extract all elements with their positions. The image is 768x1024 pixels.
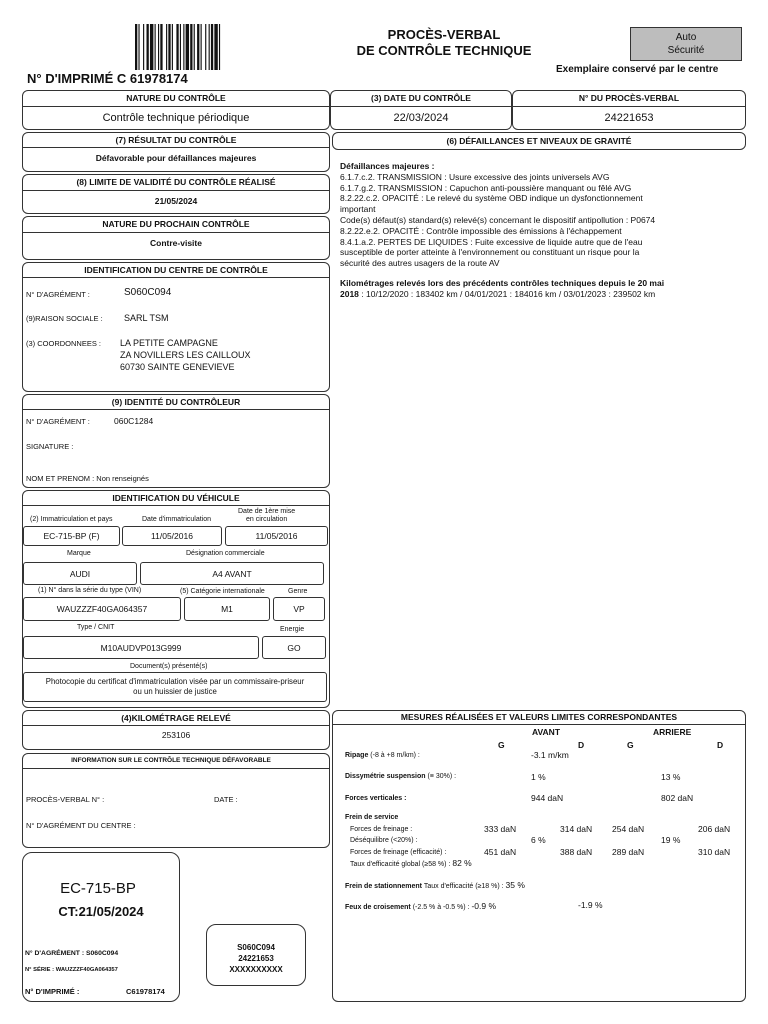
barcode-bar <box>190 24 192 70</box>
date-value: 22/03/2024 <box>393 112 449 124</box>
defect-line: susceptible de porter atteinte à l'environnement ou constituant un risque pour la <box>340 247 640 258</box>
copy-note: Exemplaire conservé par le centre <box>556 64 719 75</box>
barcode <box>135 24 243 70</box>
controller-name: NOM ET PRENOM : Non renseignés <box>26 474 149 483</box>
barcode-bar <box>166 24 167 70</box>
barcode-bar <box>205 24 206 70</box>
cat-value: M1 <box>184 597 270 621</box>
centre-coord-label: (3) COORDONNEES : <box>26 339 102 348</box>
barcode-bar <box>209 24 210 70</box>
taux-label: Taux d'efficacité global (≥58 %) : 82 % <box>350 858 472 868</box>
designation-value: A4 AVANT <box>140 562 324 585</box>
defects-label: (6) DÉFAILLANCES ET NIVEAUX DE GRAVITÉ <box>446 136 632 146</box>
barcode-bar <box>150 24 153 70</box>
result-label: (7) RÉSULTAT DU CONTRÔLE <box>115 135 237 145</box>
barcode-bar <box>143 24 144 70</box>
barcode-bar <box>201 24 202 70</box>
controller-agr-label: N° D'AGRÉMENT : <box>26 417 90 426</box>
vehicle-label: IDENTIFICATION DU VÉHICULE <box>112 493 240 503</box>
pv-value: 24221653 <box>604 112 654 124</box>
next-value: Contre-visite <box>150 238 202 248</box>
sticker-ct: CT:21/05/2024 <box>58 904 144 919</box>
ff-label: Forces de freinage : <box>350 826 413 833</box>
first-circ-label: Date de 1ère mise en circulation <box>238 508 296 523</box>
page-title <box>330 27 558 59</box>
defect-line: 8.2.22.e.2. OPACITÉ : Contrôle impossible des émissions à l'échappement <box>340 225 622 236</box>
title-line-2: DE CONTRÔLE TECHNIQUE <box>356 43 532 58</box>
brand-logo <box>630 27 742 61</box>
sticker-serie: N° SÉRIE : WAUZZZF40GA064357 <box>25 967 118 973</box>
ffe-label: Forces de freinage (efficacité) : <box>350 849 447 856</box>
type-value: M10AUDVP013G999 <box>23 636 259 659</box>
col-avant: AVANT <box>532 727 561 737</box>
ripage-label: Ripage (-8 à +8 m/km) : <box>345 752 420 759</box>
col-g: G <box>498 740 505 750</box>
next-label: NATURE DU PROCHAIN CONTRÔLE <box>102 219 250 229</box>
sticker-agr: N° D'AGRÉMENT : S060C094 <box>25 950 119 957</box>
barcode-bar <box>168 24 170 70</box>
unfav-pv-label: PROCÈS-VERBAL N° : <box>26 795 105 804</box>
centre-agr-value: S060C094 <box>124 287 172 298</box>
dissym-label: Dissymétrie suspension (≡ 30%) : <box>345 773 457 780</box>
designation-label: Désignation commerciale <box>186 550 265 557</box>
sticker-imprime-label: N° D'IMPRIMÉ : <box>25 987 80 996</box>
genre-label: Genre <box>288 588 308 595</box>
nature-value: Contrôle technique périodique <box>102 112 250 124</box>
brand-line-2: Sécurité <box>667 45 705 56</box>
deseq-ar: 19 % <box>661 835 681 845</box>
km-history: 2018 : 10/12/2020 : 183402 km / 04/01/2021 : 184016 km / 03/01/2023 : 239502 km <box>340 288 656 299</box>
dissym-av: 1 % <box>531 772 546 782</box>
measures-label: MESURES RÉALISÉES ET VALEURS LIMITES CORRESPONDANTES <box>400 712 678 722</box>
defects-heading: Défaillances majeures : <box>340 161 435 171</box>
first-circ-value: 11/05/2016 <box>225 526 328 546</box>
ff-arg: 254 daN <box>612 824 645 834</box>
km-heading: Kilométrages relevés lors des précédents contrôles techniques depuis le 20 mai <box>340 277 665 288</box>
defect-line: Code(s) défaut(s) standard(s) relevé(s) concernant le dispositif antipollution : P0674 <box>340 214 656 225</box>
ff-avd: 314 daN <box>560 824 593 834</box>
col-d: D <box>578 740 585 750</box>
address-line: LA PETITE CAMPAGNE <box>120 338 218 348</box>
type-label: Type / CNIT <box>77 624 115 631</box>
sticker-box <box>22 852 180 1002</box>
defects-body <box>340 161 745 300</box>
dissym-ar: 13 % <box>661 772 681 782</box>
vin-value: WAUZZZF40GA064357 <box>23 597 181 621</box>
col-d: D <box>717 740 724 750</box>
genre-value: VP <box>273 597 325 621</box>
barcode-bar <box>135 24 137 70</box>
unfav-label: INFORMATION SUR LE CONTRÔLE TECHNIQUE DÉFAVORABLE <box>71 757 271 764</box>
deseq-av: 6 % <box>531 835 546 845</box>
barcode-bar <box>219 24 220 70</box>
ffe-arg: 289 daN <box>612 847 645 857</box>
sticker-plate: EC-715-BP <box>60 880 136 897</box>
deseq-label: Déséquilibre (<20%) : <box>350 837 418 844</box>
validity-label: (8) LIMITE DE VALIDITÉ DU CONTRÔLE RÉALISÉ <box>76 177 276 187</box>
feux-label: Feux de croisement (-2.5 % à -0.5 %) : -0.9 % <box>345 901 497 911</box>
immat-label: (2) Immatriculation et pays <box>30 516 113 523</box>
ripage-value: -3.1 m/km <box>531 750 569 760</box>
energie-label: Energie <box>280 626 305 633</box>
frein-label: Frein de service <box>345 814 399 821</box>
barcode-bar <box>155 24 156 70</box>
centre-rs-label: (9)RAISON SOCIALE : <box>26 314 103 323</box>
forces-ar: 802 daN <box>661 793 694 803</box>
forces-label: Forces verticales : <box>345 795 407 802</box>
forces-av: 944 daN <box>531 793 564 803</box>
centre-address <box>120 337 251 373</box>
title-line-1: PROCÈS-VERBAL <box>387 27 501 42</box>
defect-line: sécurité des autres usagers de la route AV <box>340 258 500 269</box>
nature-label: NATURE DU CONTRÔLE <box>126 93 226 103</box>
defect-line: 8.4.1.a.2. PERTES DE LIQUIDES : Fuite excessive de liquide autre que de l'eau <box>340 236 643 247</box>
stamp-text: S060C094 24221653 XXXXXXXXXX <box>229 943 283 974</box>
vin-label: (1) N° dans la série du type (VIN) <box>38 587 142 594</box>
barcode-bar <box>176 24 178 70</box>
centre-label: IDENTIFICATION DU CENTRE DE CONTRÔLE <box>84 265 268 275</box>
unfav-date-label: DATE : <box>214 795 238 804</box>
barcode-bar <box>211 24 213 70</box>
feux-d: -1.9 % <box>578 900 603 910</box>
immat-value: EC-715-BP (F) <box>23 526 120 546</box>
docs-value: Photocopie du certificat d'immatriculation visée par un commissaire-priseur ou un huissier de justice <box>23 672 327 702</box>
marque-value: AUDI <box>23 562 137 585</box>
marque-label: Marque <box>67 550 91 557</box>
stat-label: Frein de stationnement Taux d'efficacité (≥18 %) : 35 % <box>345 880 525 890</box>
centre-rs-value: SARL TSM <box>124 313 169 323</box>
ff-avg: 333 daN <box>484 824 517 834</box>
barcode-bar <box>160 24 162 70</box>
result-value: Défavorable pour défaillances majeures <box>95 153 257 163</box>
ffe-ard: 310 daN <box>698 847 731 857</box>
address-line: ZA NOVILLERS LES CAILLOUX <box>120 350 251 360</box>
barcode-bar <box>194 24 195 70</box>
ffe-avd: 388 daN <box>560 847 593 857</box>
date-immat-label: Date d'immatriculation <box>142 516 212 523</box>
barcode-bar <box>186 24 189 70</box>
barcode-bar <box>147 24 149 70</box>
mileage-label: (4)KILOMÉTRAGE RELEVÉ <box>121 713 231 723</box>
pv-label: N° DU PROCÈS-VERBAL <box>578 93 680 103</box>
defect-line: important <box>340 204 376 215</box>
controller-label: (9) IDENTITÉ DU CONTRÔLEUR <box>111 397 241 407</box>
ff-ard: 206 daN <box>698 824 731 834</box>
col-g: G <box>627 740 634 750</box>
validity-value: 21/05/2024 <box>154 196 198 206</box>
col-arriere: ARRIERE <box>653 727 692 737</box>
mileage-value: 253106 <box>161 730 191 740</box>
defect-line: 6.1.7.g.2. TRANSMISSION : Capuchon anti-poussière manquant ou fêlé AVG <box>340 182 632 193</box>
cat-label: (5) Catégorie internationale <box>180 588 265 595</box>
barcode-bar <box>158 24 159 70</box>
barcode-bar <box>214 24 217 70</box>
ffe-avg: 451 daN <box>484 847 517 857</box>
barcode-bar <box>180 24 181 70</box>
defect-line: 8.2.22.c.2. OPACITÉ : Le relevé du système OBD indique un dysfonctionnement <box>340 193 643 204</box>
unfav-agr-label: N° D'AGRÉMENT DU CENTRE : <box>26 821 136 830</box>
controller-agr-value: 060C1284 <box>114 416 154 426</box>
sticker-imprime-value: C61978174 <box>126 987 165 996</box>
brand-line-1: Auto <box>675 32 697 43</box>
controller-sign-label: SIGNATURE : <box>26 442 74 451</box>
date-label: (3) DATE DU CONTRÔLE <box>371 93 471 103</box>
barcode-bar <box>197 24 199 70</box>
docs-label: Document(s) présenté(s) <box>130 663 208 670</box>
defect-line: 6.1.7.c.2. TRANSMISSION : Usure excessive des joints universels AVG <box>340 171 610 182</box>
centre-agr-label: N° D'AGRÉMENT : <box>26 290 90 299</box>
barcode-bar <box>138 24 139 70</box>
barcode-bar <box>183 24 184 70</box>
date-immat-value: 11/05/2016 <box>122 526 222 546</box>
barcode-bar <box>172 24 173 70</box>
energie-value: GO <box>262 636 326 659</box>
print-number: N° D'IMPRIMÉ C 61978174 <box>27 71 188 86</box>
address-line: 60730 SAINTE GENEVIEVE <box>120 362 235 372</box>
